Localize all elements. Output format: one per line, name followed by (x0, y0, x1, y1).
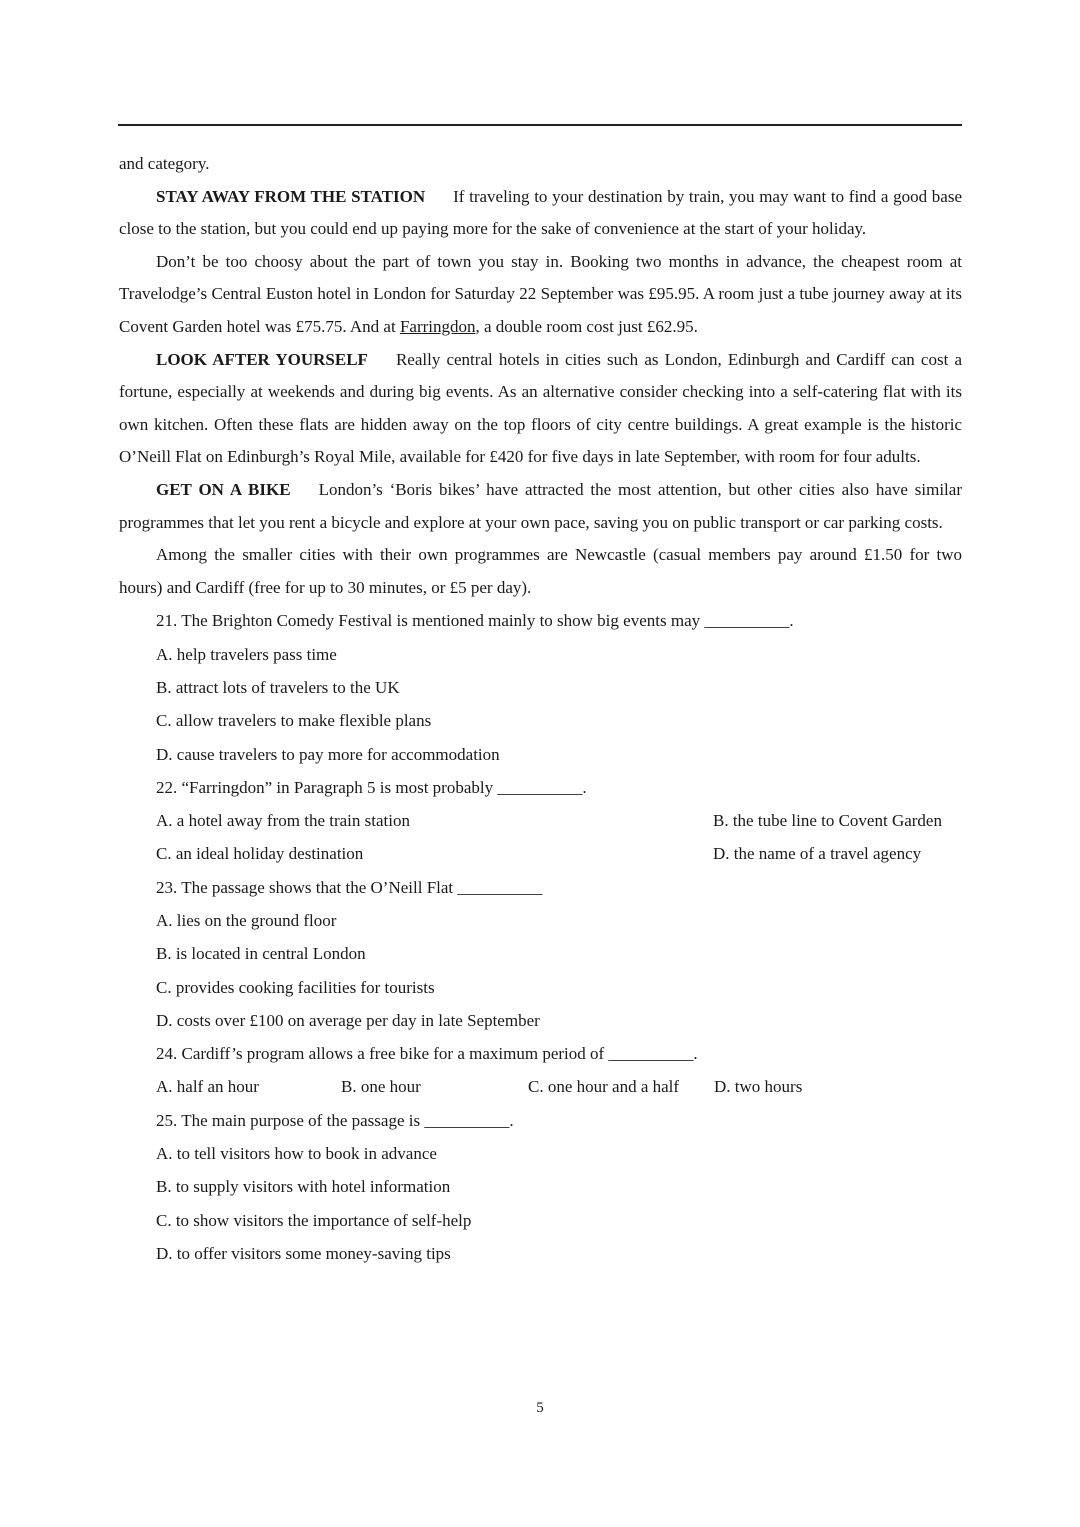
exam-page-content (119, 148, 962, 1270)
paragraph-yourself-text: Really central hotels in cities such as London, Edinburgh and Cardiff can cost a fortune, especially at weekends and during big events. As an alternative consider checking into a self-catering flat with its own kitchen. Often these flats are hidden away on the top floors of city centre buildings. A great example is the historic O’Neill Flat on Edinburgh’s Royal Mile, available for £420 for five days in late September, with room for four adults. (119, 349, 962, 467)
underlined-farringdon: Farringdon (399, 316, 476, 336)
paragraph-continuation: and category. (119, 154, 210, 173)
question-23-option-a: A. lies on the ground floor (156, 910, 337, 930)
section-heading-station: STAY AWAY FROM THE STATION (156, 186, 426, 206)
question-23-stem: 23. The passage shows that the O’Neill Flat __________ (156, 877, 543, 897)
question-25-stem: 25. The main purpose of the passage is __________. (156, 1110, 514, 1130)
question-21-option-b: B. attract lots of travelers to the UK (156, 677, 400, 697)
paragraph-station (119, 181, 962, 246)
question-25-option-b: B. to supply visitors with hotel information (156, 1177, 451, 1197)
question-24-stem: 24. Cardiff’s program allows a free bike for a maximum period of __________. (156, 1044, 698, 1064)
header-rule (118, 124, 962, 126)
question-25-option-c: C. to show visitors the importance of self-help (156, 1210, 472, 1230)
page-number: 5 (536, 1400, 544, 1416)
question-24-option-d: D. two hours (714, 1077, 803, 1097)
paragraph-cities: Among the smaller cities with their own programmes are Newcastle (casual members pay around £1.50 for two hours) and Cardiff (free for up to 30 minutes, or £5 per day). (119, 545, 962, 597)
question-24-options (119, 1070, 962, 1103)
question-22-option-a: A. a hotel away from the train station (156, 811, 410, 831)
question-21-stem: 21. The Brighton Comedy Festival is mentioned mainly to show big events may __________. (156, 611, 794, 631)
paragraph-yourself (119, 344, 962, 474)
question-22-option-b: B. the tube line to Covent Garden (713, 811, 942, 831)
question-22-options-row-2 (119, 837, 962, 870)
question-25-option-a: A. to tell visitors how to book in advance (156, 1144, 437, 1164)
question-21-option-a: A. help travelers pass time (156, 644, 337, 664)
question-22-option-d: D. the name of a travel agency (713, 844, 922, 864)
paragraph-bike-text: London’s ‘Boris bikes’ have attracted the most attention, but other cities also have similar programmes that let you rent a bicycle and explore at your own pace, saving you on public transport or car parking costs. (119, 479, 962, 532)
question-24-option-c: C. one hour and a half (528, 1077, 680, 1097)
section-heading-yourself: LOOK AFTER YOURSELF (156, 349, 368, 369)
question-21-option-c: C. allow travelers to make flexible plans (156, 711, 432, 731)
question-24-option-a: A. half an hour (156, 1077, 259, 1097)
question-21-option-d: D. cause travelers to pay more for accommodation (156, 744, 500, 764)
paragraph-station-text: If traveling to your destination by train, you may want to find a good base close to the station, but you could end up paying more for the sake of convenience at the start of your holiday. (119, 186, 962, 239)
question-22-option-c: C. an ideal holiday destination (156, 844, 364, 864)
question-23-option-b: B. is located in central London (156, 944, 366, 964)
question-23-option-d: D. costs over £100 on average per day in late September (156, 1010, 540, 1030)
paragraph-town-text-a: Don’t be too choosy about the part of town you stay in. Booking two months in advance, the cheapest room at Travelodge’s Central Euston hotel in London for Saturday 22 September was £95.95. A room just a tube journey away at its Covent Garden hotel was £75.75. And at (119, 251, 962, 336)
paragraph-town-text-b: , a double room cost just £62.95. (475, 316, 698, 336)
question-23-option-c: C. provides cooking facilities for tourists (156, 977, 435, 997)
question-22-stem: 22. “Farringdon” in Paragraph 5 is most probably __________. (156, 777, 587, 797)
paragraph-bike (119, 474, 962, 539)
question-22-options-row-1 (119, 804, 962, 837)
question-25-option-d: D. to offer visitors some money-saving tips (156, 1243, 451, 1263)
question-24-option-b: B. one hour (341, 1077, 421, 1097)
paragraph-town (119, 246, 962, 344)
section-heading-bike: GET ON A BIKE (156, 479, 291, 499)
